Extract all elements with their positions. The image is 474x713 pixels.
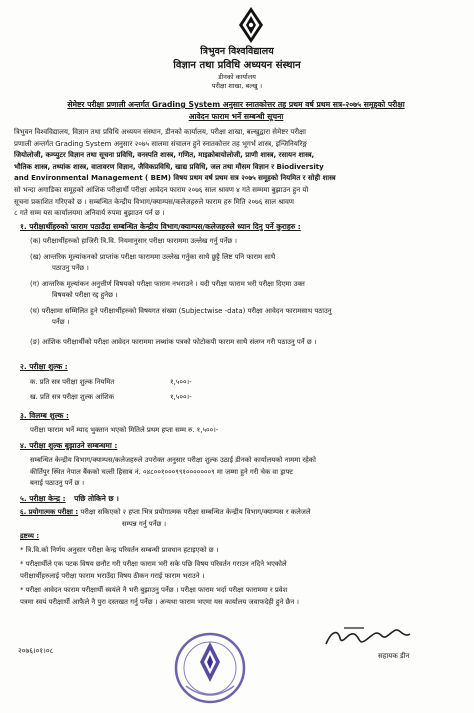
section-1-items <box>30 236 460 348</box>
list-item: (घ) परीक्षामा सम्मिलित हुने परीक्षार्थीहरुको विषयगत संख्या (Subjectwise -data) परीक्षा आवेदन फारामसाथ पठाउनु <box>30 306 332 315</box>
official-seal-icon <box>170 628 250 708</box>
subject-line: सेमेष्टर परीक्षा प्रणाली अन्तर्गत Grading System अनुसार स्नातकोत्तर तह प्रथम वर्ष प्रथम सत्र-२०७५ समूहको परीक्षा <box>67 100 405 109</box>
paragraph-line: परीक्षा सकिएको २ हप्ता भित्र प्रयोगात्मक परीक्षा सम्बन्धित केन्द्रीय विभाग/क्याम्पस र कलेजले <box>80 508 311 516</box>
notes-heading: द्रष्टव्य : <box>20 532 40 540</box>
intro-paragraph <box>14 127 458 220</box>
signatory-title: सहायक डीन <box>378 652 410 660</box>
paragraph-line: ८ गते सम्म यस कार्यालयमा अनिवार्य रुपमा बुझाउन पर्न छ । <box>14 209 165 218</box>
paragraph-line: सो भन्दा अगाडिका समूहको आंशिक परीक्षार्थी परीक्षा आवेदन फाराम २०७६ साल श्रावण ४ गते सम्ममा बुझाउन हुन यो <box>14 185 309 194</box>
fee-label: ख. प्रति सत्र परीक्षा शुल्क आंशिक <box>30 393 115 401</box>
list-item-cont: पठाउनु पर्नेछ । <box>52 264 89 272</box>
notes <box>20 531 460 608</box>
paragraph-line: जियोलोजी, कम्प्युटर विज्ञान तथा सूचना प्रविधि, वनस्पति शास्त्र, गणित, माइक्रोबायोलोजी, प्राणी शास्त्र, रसायन शास्त्र, <box>14 151 315 160</box>
paragraph-line: सम्बन्धित केन्द्रीय विभाग/क्याम्पस/कलेजहरुले उपरोक्त अनुसार परीक्षा शुल्क उठाई डीनको कार्यालयको नाममा रहेको <box>30 456 316 464</box>
list-item: (क) परीक्षार्थीहरुको हाजिरी त्रि.वि. नियमानुसार परीक्षा फाराममा उल्लेख गर्नु पर्नेछ । <box>30 237 238 245</box>
note-line: * परीक्षार्थीले एक पटक विषय छनौट गरी परीक्षा फाराम भरी सके पछि विषय परिवर्तन गराउन नदिने भएकोले <box>20 560 287 568</box>
late-fee-line: परीक्षा फाराम भर्ने म्याद भुक्तान भएको मितिले प्रथम हप्ता सम्म रु. १,५००।- <box>30 426 219 434</box>
university-name: त्रिभुवन विश्वविद्यालय <box>200 46 274 57</box>
paragraph-line: भौतिक शास्त्र, तथ्यांक शास्त्र, वातावरण विज्ञान, जैविकप्रविधि, खाद्य प्रविधि, जल तथा मौसम विज्ञान र Biodiversity <box>14 162 324 171</box>
list-item-cont: पर्नेछ । <box>52 318 70 326</box>
section-6-heading: ६. प्रयोगात्मक परीक्षा : <box>20 508 79 516</box>
section-1-heading: १. परीक्षार्थीहरुको फाराम पठाउँदा सम्बन्धित केन्द्रीय विभाग/क्याम्पस/कलेजहरुले ध्यान दिनु पर्ने कुराहरु : <box>20 222 301 231</box>
note-line: परीक्षार्थीहरुलाई परीक्षा फाराम भराउँदा विषय ठीकन गराई फाराम भराउने । <box>20 571 205 580</box>
paragraph-line: त्रिभुवन विश्वविद्यालय, विज्ञान तथा प्रविधि अध्ययन संस्थान, डीनको कार्यालय, परीक्षा शाखा, बल्खुद्वारा सेमेष्टर परीक्षा <box>14 128 306 136</box>
section-5-heading: ५. परीक्षा केन्द्र : <box>20 494 66 503</box>
note-line: पत्रमा स्वयं परीक्षार्थी आफैले नै पुरा दस्तखत गर्नु पर्नेछ । अन्यथा फाराम भएमा यस कार्यालय जवाफदेही हुने छैन । <box>20 597 300 606</box>
section-name: परीक्षा शाखा, बल्खु । <box>211 82 263 90</box>
list-item: (ग) आन्तरिक मूल्यांकन अनुत्तीर्ण विषयको परीक्षा फाराम नभराउने । यदी परीक्षा फाराम भरी परीक्षा दिएमा उक्त <box>30 279 305 288</box>
note-line: * परीक्षा आवेदन फाराम परीक्षार्थी स्वयंले नै भरी बुझाउनु पर्नेछ । परीक्षा फाराम भर्दा परीक्षा फाराममा र प्रवेश <box>20 586 288 594</box>
fee-row-regular <box>30 378 192 387</box>
office-name: डीनको कार्यालय <box>218 73 256 81</box>
list-item-cont: विषयको परीक्षा रद्द हुनेछ । <box>52 291 118 299</box>
section-2-heading: २. परीक्षा शुल्क : <box>20 362 68 371</box>
fee-amount: १,५००।- <box>170 378 192 386</box>
paragraph-line: प्रणाली अन्तर्गत Grading System अनुसार २०७५ सालमा संचालन हुने स्नातकोत्तर तह भूगर्भ शास्त्र, इन्जिनियरिङ्ग <box>14 139 307 148</box>
institute-name: विज्ञान तथा प्रविधि अध्ययन संस्थान <box>173 60 301 71</box>
paragraph-line: सम्पन्न गर्नु पर्नेछ । <box>122 519 167 528</box>
section-4-heading: ४. परीक्षा शुल्क बुझाउने सम्बन्धमा : <box>20 441 118 450</box>
exam-center-value: पछि तोकिने छ । <box>74 494 119 503</box>
section-6 <box>20 507 460 530</box>
fee-row-partial <box>30 393 192 402</box>
late-fee-text <box>30 425 460 437</box>
list-item: (ख) आन्तरिक मूल्यांकनको प्राप्तांक परीक्षा फाराममा उल्लेख गर्नुका साथै छुट्टै लिष्ट पनि फाराम साथै <box>30 252 276 261</box>
list-item: (ङ) आंशिक परीक्षार्थीको परीक्षा आवेदन फाराममा लब्धांक पत्रको फोटोकपी फाराम साथै संलग्न गरी पठाउनु पर्ने छ । <box>30 337 317 346</box>
note-line: * त्रि.वि.को निर्णय अनुसार परीक्षा केन्द्र परिवर्तन सम्बन्धी प्रावधान हटाइएको छ । <box>20 545 219 554</box>
notice-date: २०७६।०१।०८ <box>18 646 54 655</box>
paragraph-line: सूचना प्रकाशित गरिएको छ । सम्बन्धित केन्द्रीय विभाग/क्याम्पस/कलेजहरुले फाराम हरु मिति २०७६ साल श्रावण <box>14 197 294 206</box>
paragraph-line: बनाई पठाउनु पर्ने छ । <box>30 479 85 487</box>
paragraph-line: and Environmental Management ( BEM) विषय प्रथम वर्ष प्रथम सत्र २०७५ समूहको नियमित र सोही शास्त्र <box>14 174 336 183</box>
fee-label: क. प्रति सत्र परीक्षा शुल्क नियमित <box>30 378 115 386</box>
university-emblem-icon <box>236 6 266 44</box>
section-5 <box>20 494 119 504</box>
letterhead <box>14 0 460 98</box>
section-3-heading: ३. विलम्ब शुल्क : <box>20 411 70 420</box>
notice-subject <box>10 99 462 123</box>
signature-icon <box>320 624 420 652</box>
fee-payment-text <box>30 455 460 490</box>
subject-line: आवेदन फाराम भर्ने सम्बन्धी सूचना <box>188 112 284 121</box>
fee-amount: १,५००।- <box>170 393 192 401</box>
paragraph-line: कीर्तिपुर स्थित नेपाल बैंकको चल्ती हिसाब नं. ०४८००१०००९९१०००००००९ मा जम्मा हुने गरी चेक वा ड्राफ्ट <box>30 467 293 476</box>
